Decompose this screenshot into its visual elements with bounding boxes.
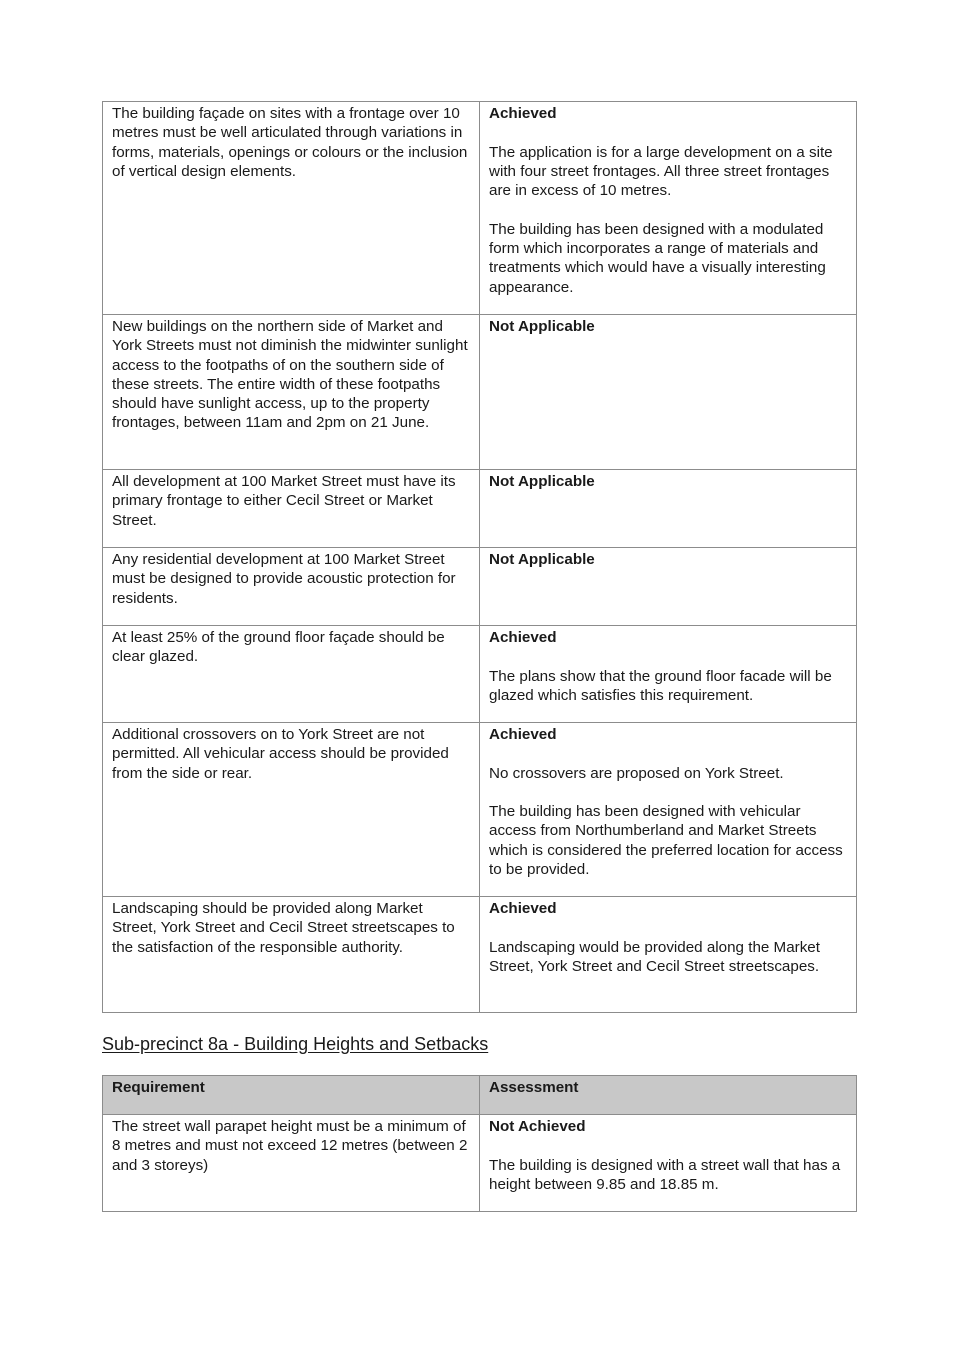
- requirement-cell: [103, 897, 480, 1013]
- status-label: Not Applicable: [489, 551, 595, 568]
- assessment-comment: The building has been designed with vehicular access from Northumberland and Market Streets which is considered the preferred location for access to be provided.: [489, 803, 843, 879]
- table-header-row: [103, 1076, 857, 1115]
- requirement-cell: [103, 723, 480, 897]
- status-label: Not Applicable: [489, 473, 595, 490]
- requirement-text: At least 25% of the ground floor façade should be clear glazed.: [112, 629, 445, 666]
- requirement-text: The street wall parapet height must be a minimum of 8 metres and must not exceed 12 metres (between 2 and 3 storeys): [112, 1118, 468, 1174]
- table-row: [103, 1115, 857, 1212]
- heights-setbacks-table: [102, 1075, 857, 1212]
- requirement-text: Additional crossovers on to York Street are not permitted. All vehicular access should be provided from the side or rear.: [112, 726, 449, 782]
- assessment-cell: [480, 102, 857, 315]
- requirement-text: The building façade on sites with a frontage over 10 metres must be well articulated through variations in forms, materials, openings or colours or the inclusion of vertical design elements.: [112, 105, 468, 180]
- status-label: Not Achieved: [489, 1118, 586, 1135]
- assessment-cell: [480, 897, 857, 1013]
- status-label: Achieved: [489, 900, 557, 917]
- requirement-cell: [103, 626, 480, 723]
- requirement-cell: [103, 470, 480, 548]
- assessment-comment: The application is for a large development on a site with four street frontages. All three street frontages are in excess of 10 metres.: [489, 143, 833, 200]
- assessment-comment: The building is designed with a street wall that has a height between 9.85 and 18.85 m.: [489, 1156, 841, 1193]
- assessment-cell: [480, 315, 857, 470]
- requirement-text: Landscaping should be provided along Market Street, York Street and Cecil Street streetscapes to the satisfaction of the responsible authority.: [112, 900, 455, 956]
- status-label: Achieved: [489, 629, 557, 646]
- requirement-cell: [103, 1115, 480, 1212]
- assessment-cell: [480, 723, 857, 897]
- table-row: [103, 548, 857, 626]
- assessment-comment: Landscaping would be provided along the Market Street, York Street and Cecil Street streetscapes.: [489, 938, 820, 975]
- assessment-cell: [480, 548, 857, 626]
- table-row: [103, 626, 857, 723]
- assessment-cell: [480, 470, 857, 548]
- header-assessment: Assessment: [480, 1076, 857, 1115]
- assessment-table: [102, 101, 857, 1013]
- table-row: [103, 723, 857, 897]
- assessment-comment: No crossovers are proposed on York Street.: [489, 764, 784, 782]
- table-row: [103, 315, 857, 470]
- assessment-comment: The plans show that the ground floor facade will be glazed which satisfies this requirement.: [489, 667, 832, 704]
- requirement-cell: [103, 315, 480, 470]
- table-row: [103, 897, 857, 1013]
- header-requirement: Requirement: [103, 1076, 480, 1115]
- table-row: [103, 470, 857, 548]
- assessment-comment: The building has been designed with a modulated form which incorporates a range of materials and treatments which would have a visually interesting appearance.: [489, 220, 826, 296]
- status-label: Achieved: [489, 726, 557, 743]
- section-heading: Sub-precinct 8a - Building Heights and Setbacks: [102, 1034, 489, 1054]
- requirement-text: New buildings on the northern side of Market and York Streets must not diminish the midwinter sunlight access to the footpaths of on the southern side of these streets. The entire width of these footpaths should have sunlight access, up to the property frontages, between 11am and 2pm on 21 June.: [112, 318, 468, 432]
- requirement-cell: [103, 102, 480, 315]
- requirement-text: Any residential development at 100 Market Street must be designed to provide acoustic protection for residents.: [112, 551, 456, 607]
- requirement-cell: [103, 548, 480, 626]
- status-label: Not Applicable: [489, 318, 595, 335]
- status-label: Achieved: [489, 105, 557, 122]
- assessment-cell: [480, 626, 857, 723]
- requirement-text: All development at 100 Market Street must have its primary frontage to either Cecil Street or Market Street.: [112, 473, 456, 529]
- table-row: [103, 102, 857, 315]
- assessment-cell: [480, 1115, 857, 1212]
